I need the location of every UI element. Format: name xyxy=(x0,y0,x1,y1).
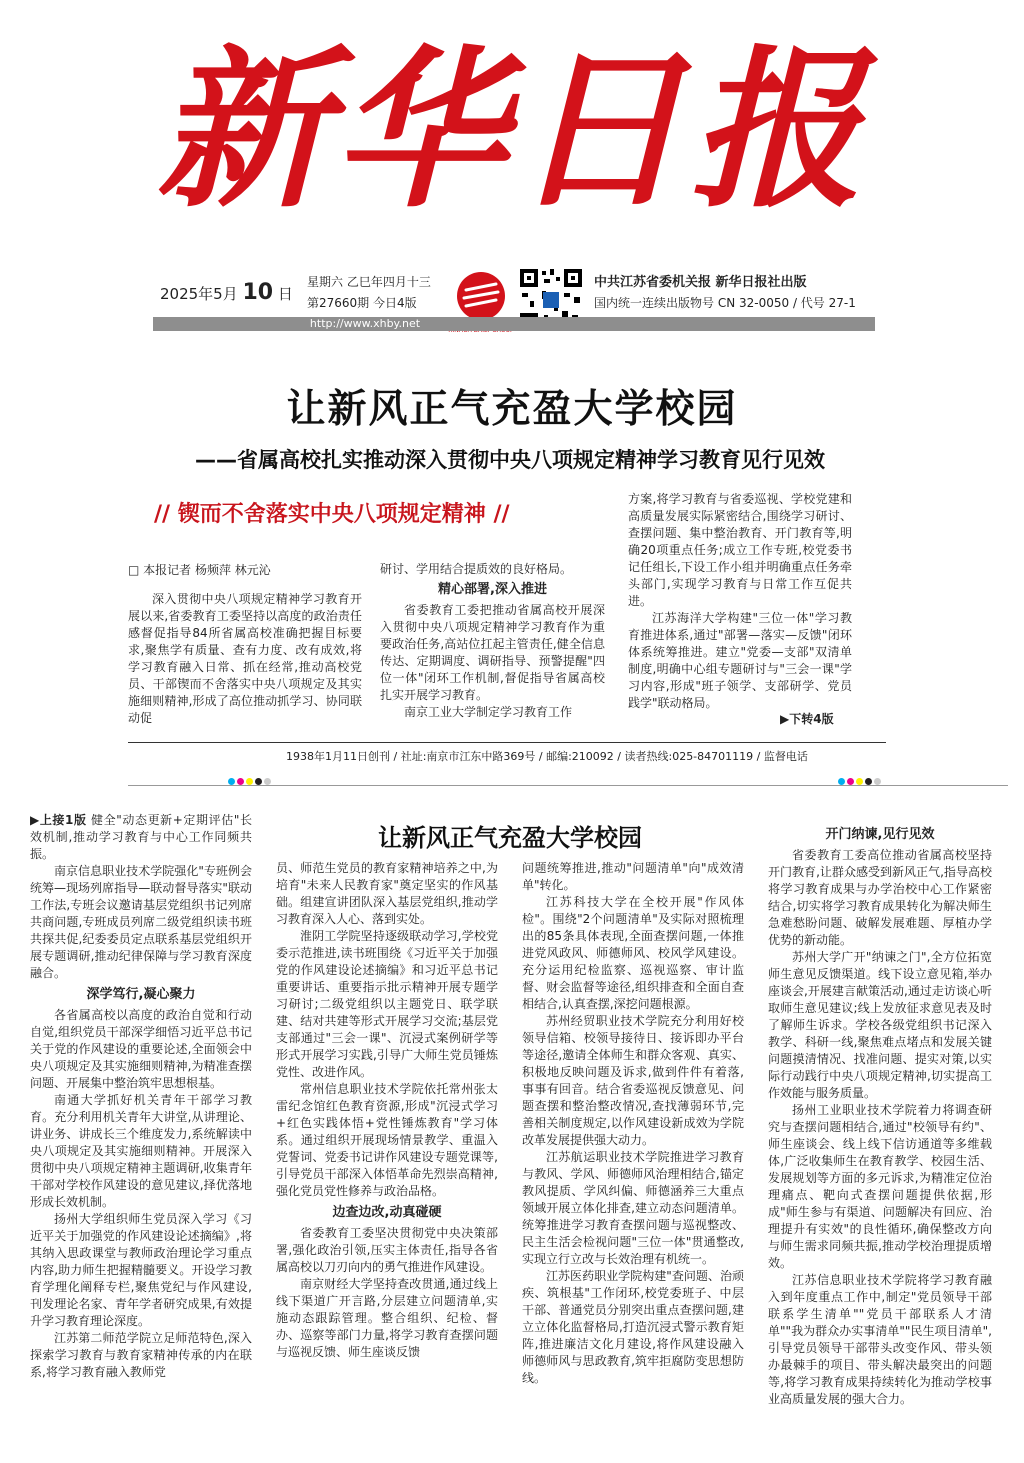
issue-date xyxy=(160,280,293,305)
footer-divider xyxy=(128,742,886,743)
paragraph: 扬州大学组织师生党员深入学习《习近平关于加强党的作风建设论述摘编》,将其纳入思政课堂与教师政治理论学习重点内容,助力师生把握精髓要义。开设学习教育学理化阐释专栏,聚焦党纪与作风建设,刊发理论名家、青年学者研究成果,有效提升学习教育理论深度。 xyxy=(30,1212,252,1328)
page4-column-4 xyxy=(768,822,992,1408)
date-prefix: 2025年5月 xyxy=(160,285,238,303)
paragraph: 各省属高校以高度的政治自觉和行动自觉,组织党员干部深学细悟习近平总书记关于党的作风建设的重要论述,全面领会中央八项规定及其实施细则精神,为精准查摆问题、开展集中整治筑牢思想根基。 xyxy=(30,1008,252,1090)
publisher-line2: 国内统一连续出版物号 CN 32-0050 / 代号 27-1 xyxy=(594,296,856,310)
paragraph: 省委教育工委坚决贯彻党中央决策部署,强化政治引领,压实主体责任,指导各省属高校以刀刃向内的勇气推进作风建设。 xyxy=(276,1226,498,1274)
date-suffix: 日 xyxy=(277,285,293,303)
paragraph: 南京信息职业技术学院强化"专班例会统筹—现场列席指导—联动督导落实"联动工作法,专班会议邀请基层党组织书记列席共商问题,专班成员列席二级党组织读书班共探共促,纪委委员定点联系基层党组织开展专题调研,推动纪律保障与学习教育深度融合。 xyxy=(30,864,252,980)
paragraph: 江苏信息职业技术学院将学习教育融入到年度重点工作中,制定"党员领导干部联系学生清单""党员干部联系人才清单""我为群众办实事清单""民生项目清单",引导党员领导干部带头改变作风、带头领办最棘手的项目、带头解决最突出的问题等,将学习教育成果持续转化为推动学校事业高质量发展的强大合力。 xyxy=(768,1273,992,1406)
jump-link[interactable]: ▶下转4版 xyxy=(780,712,834,726)
paragraph: 江苏科技大学在全校开展"作风体检"。围绕"2个问题清单"及实际对照梳理出的85条具体表现,全面查摆问题,一体推进党风政风、师德师风、校风学风建设。充分运用纪检监察、巡视巡察、审计监督、财会监督等途径,组织排查和全面自查相结合,认真查摆,深挖问题根源。 xyxy=(522,895,744,1011)
section-title xyxy=(154,497,602,531)
paragraph: 方案,将学习教育与省委巡视、学校党建和高质量发展实际紧密结合,围绕学习研讨、查摆问题、集中整治教育、开门教育等,明确20项重点任务;成立工作专班,校党委书记任组长,下设工作小组并明确重点任务牵头部门,实现学习教育与日常工作互促共进。 xyxy=(628,492,852,608)
page4-divider xyxy=(128,785,1008,786)
page4-column-3 xyxy=(522,860,744,1387)
paragraph: 苏州大学广开"纳谏之门",全方位拓宽师生意见反馈渠道。线下设立意见箱,举办座谈会,开展建言献策活动,通过走访谈心听取师生意见建议;线上发放征求意见表及时了解师生诉求。学校各级党组织书记深入教学、科研一线,聚焦难点堵点和发展关键问题摸清情况、找准问题、提实对策,以实际行动践行中央八项规定精神,切实提高工作效能与服务质量。 xyxy=(768,950,992,1100)
paragraph: 省委教育工委高位推动省属高校坚持开门教育,让群众感受到新风正气,指导高校将学习教育成果与办学治校中心工作紧密结合,切实将学习教育成果转化为解决师生急难愁盼问题、破解发展难题、厚植办学优势的新动能。 xyxy=(768,848,992,947)
masthead-bar xyxy=(153,317,875,331)
subheading: 深学笃行,凝心聚力 xyxy=(86,987,196,1002)
issue-info xyxy=(307,272,431,314)
page4-column-2 xyxy=(276,860,498,1361)
paragraph: 问题统筹推进,推动"问题清单"向"成效清单"转化。 xyxy=(522,861,744,892)
page4-column-1 xyxy=(30,812,252,1381)
subheading: 边查边改,动真碰硬 xyxy=(332,1205,442,1220)
issue-number: 第27660期 今日4版 xyxy=(307,296,417,310)
paragraph: 研讨、学用结合提质效的良好格局。 xyxy=(380,562,573,576)
front-column-3 xyxy=(628,491,852,712)
paragraph: 江苏航运职业技术学院推进学习教育与教风、学风、师德师风治理相结合,锚定教风提质、学风纠偏、师德涵养三大重点领域开展立体化排查,建立动态问题清单。统筹推进学习教育查摆问题与巡视整改、民主生活会检视问题"三位一体"贯通整改,实现立行立改与长效治理有机统一。 xyxy=(522,1150,744,1266)
paragraph: 淮阴工学院坚持逐级联动学习,学校党委示范推进,读书班围绕《习近平关于加强党的作风建设论述摘编》和习近平总书记重要讲话、重要指示批示精神开展专题学习研讨;二级党组织以主题党日、联学联建、结对共建等形式开展学习交流;基层党支部通过"三会一课"、沉浸式案例研学等形式开展学习实践,引导广大师生党员锤炼党性、改进作风。 xyxy=(276,929,498,1079)
date-day: 10 xyxy=(242,280,274,305)
front-column-1 xyxy=(128,591,362,727)
color-registration-marks xyxy=(838,770,883,778)
paragraph: ▶上接1版 健全"动态更新+定期评估"长效机制,推动学习教育与中心工作同频共振。 xyxy=(30,813,252,861)
footer-info: 1938年1月11日创刊 / 社址:南京市江东中路369号 / 邮编:210092 / 读者热线:025-84701119 / 监督电话 xyxy=(286,750,808,763)
paragraph: 江苏医药职业学院构建"查问题、治顽疾、筑根基"工作闭环,校党委班子、中层干部、普通党员分别突出重点查摆问题,建立立体化监督格局,打造沉浸式警示教育矩阵,推进廉洁文化月建设,将作风建设融入师德师风与思政教育,筑牢拒腐防变思想防线。 xyxy=(522,1269,744,1385)
paragraph: 常州信息职业技术学院依托常州张太雷纪念馆红色教育资源,形成"沉浸式学习+红色实践体悟+党性锤炼教育"学习体系。通过组织开展现场情景教学、重温入党誓词、党委书记讲作风建设专题党课等,引导党员干部深入体悟革命先烈崇高精神,强化党员党性修养与政治品格。 xyxy=(276,1082,498,1198)
paragraph: 南京工业大学制定学习教育工作 xyxy=(404,705,573,719)
page4-headline: 让新风正气充盈大学校园 xyxy=(378,824,642,852)
subheading: 精心部署,深入推进 xyxy=(438,582,547,597)
front-headline: 让新风正气充盈大学校园 xyxy=(286,387,738,432)
slash-icon: // xyxy=(493,502,510,527)
paragraph: 苏州经贸职业技术学院充分利用好校领导信箱、校领导接待日、接诉即办平台等途径,邀请全体师生和群众客观、真实、积极地反映问题及诉求,做到件件有着落,事事有回音。结合省委巡视反馈意见、问题查摆和整治整改情况,查找薄弱环节,完善相关制度规定,以作风建设新成效为学院改革发展提供强大动力。 xyxy=(522,1014,744,1147)
paragraph: 深入贯彻中央八项规定精神学习教育开展以来,省委教育工委坚持以高度的政治责任感督促指导84所省属高校准确把握目标要求,聚焦学有质量、查有力度、改有成效,将学习教育融入日常、抓在经常,推动高校党员、干部锲而不舍落实中央八项规定及其实施细则精神,形成了高位推动抓学习、协同联动促 xyxy=(128,592,362,725)
publisher-info xyxy=(594,272,856,314)
paragraph: 省委教育工委把推动省属高校开展深入贯彻中央八项规定精神学习教育作为重要政治任务,高站位扛起主管责任,健全信息传达、定期调度、调研指导、预警提醒"四位一体"闭环工作机制,督促指导省属高校扎实开展学习教育。 xyxy=(380,603,605,702)
paragraph: 扬州工业职业技术学院着力将调查研究与查摆问题相结合,通过"校领导有约"、师生座谈会、线上线下信访通道等多维载体,广泛收集师生在教育教学、校园生活、发展规划等方面的多元诉求,为精准定位治理痛点、靶向式查摆问题提供依据,形成"师生参与有渠道、问题解决有回应、治理提升有实效"的良性循环,确保整改方向与师生需求同频共振,推动学校治理提质增效。 xyxy=(768,1103,992,1270)
front-subheadline: ——省属高校扎实推动深入贯彻中央八项规定精神学习教育见行见效 xyxy=(195,448,825,472)
paragraph: 江苏第二师范学院立足师范特色,深入探索学习教育与教育家精神传承的内在联系,将学习教育融入教师党 xyxy=(30,1331,252,1379)
section-title-text: 锲而不舍落实中央八项规定精神 xyxy=(177,502,486,527)
publisher-line1: 中共江苏省委机关报 新华日报社出版 xyxy=(594,275,807,290)
weekday-lunar: 星期六 乙巳年四月十三 xyxy=(307,275,431,289)
subheading: 开门纳谏,见行见效 xyxy=(825,827,935,842)
slash-icon: // xyxy=(154,502,171,527)
paragraph: 江苏海洋大学构建"三位一体"学习教育推进体系,通过"部署—落实—反馈"闭环体系统筹推进。建立"党委—支部"双清单制度,明确中心组专题研讨与"三会一课"学习内容,形成"班子领学、支部研学、党员践学"联动格局。 xyxy=(628,611,852,710)
byline: □ 本报记者 杨频萍 林元沁 xyxy=(128,563,271,577)
paragraph: 南通大学抓好机关青年干部学习教育。充分利用机关青年大讲堂,从讲理论、讲业务、讲成长三个维度发力,系统解读中央八项规定及其实施细则精神。开展深入贯彻中央八项规定精神主题调研,收集青年干部对学校作风建设的意见建议,择优落地形成长效机制。 xyxy=(30,1093,252,1209)
newspaper-masthead-title: 新华日报 xyxy=(156,28,868,231)
color-registration-marks xyxy=(228,770,273,778)
paragraph: 员、师范生党员的教育家精神培养之中,为培育"未来人民教育家"奠定坚实的作风基础。组建宣讲团队深入基层党组织,推动学习教育深入人心、落到实处。 xyxy=(276,861,498,926)
jump-back-link[interactable]: ▶上接1版 xyxy=(30,813,87,827)
front-column-2 xyxy=(380,561,605,721)
paragraph: 南京财经大学坚持查改贯通,通过线上线下渠道广开言路,分层建立问题清单,实施动态跟踪管理。整合组织、纪检、督办、巡察等部门力量,将学习教育查摆问题与巡视反馈、师生座谈反馈 xyxy=(276,1277,498,1359)
website-url[interactable]: http://www.xhby.net xyxy=(309,317,421,330)
